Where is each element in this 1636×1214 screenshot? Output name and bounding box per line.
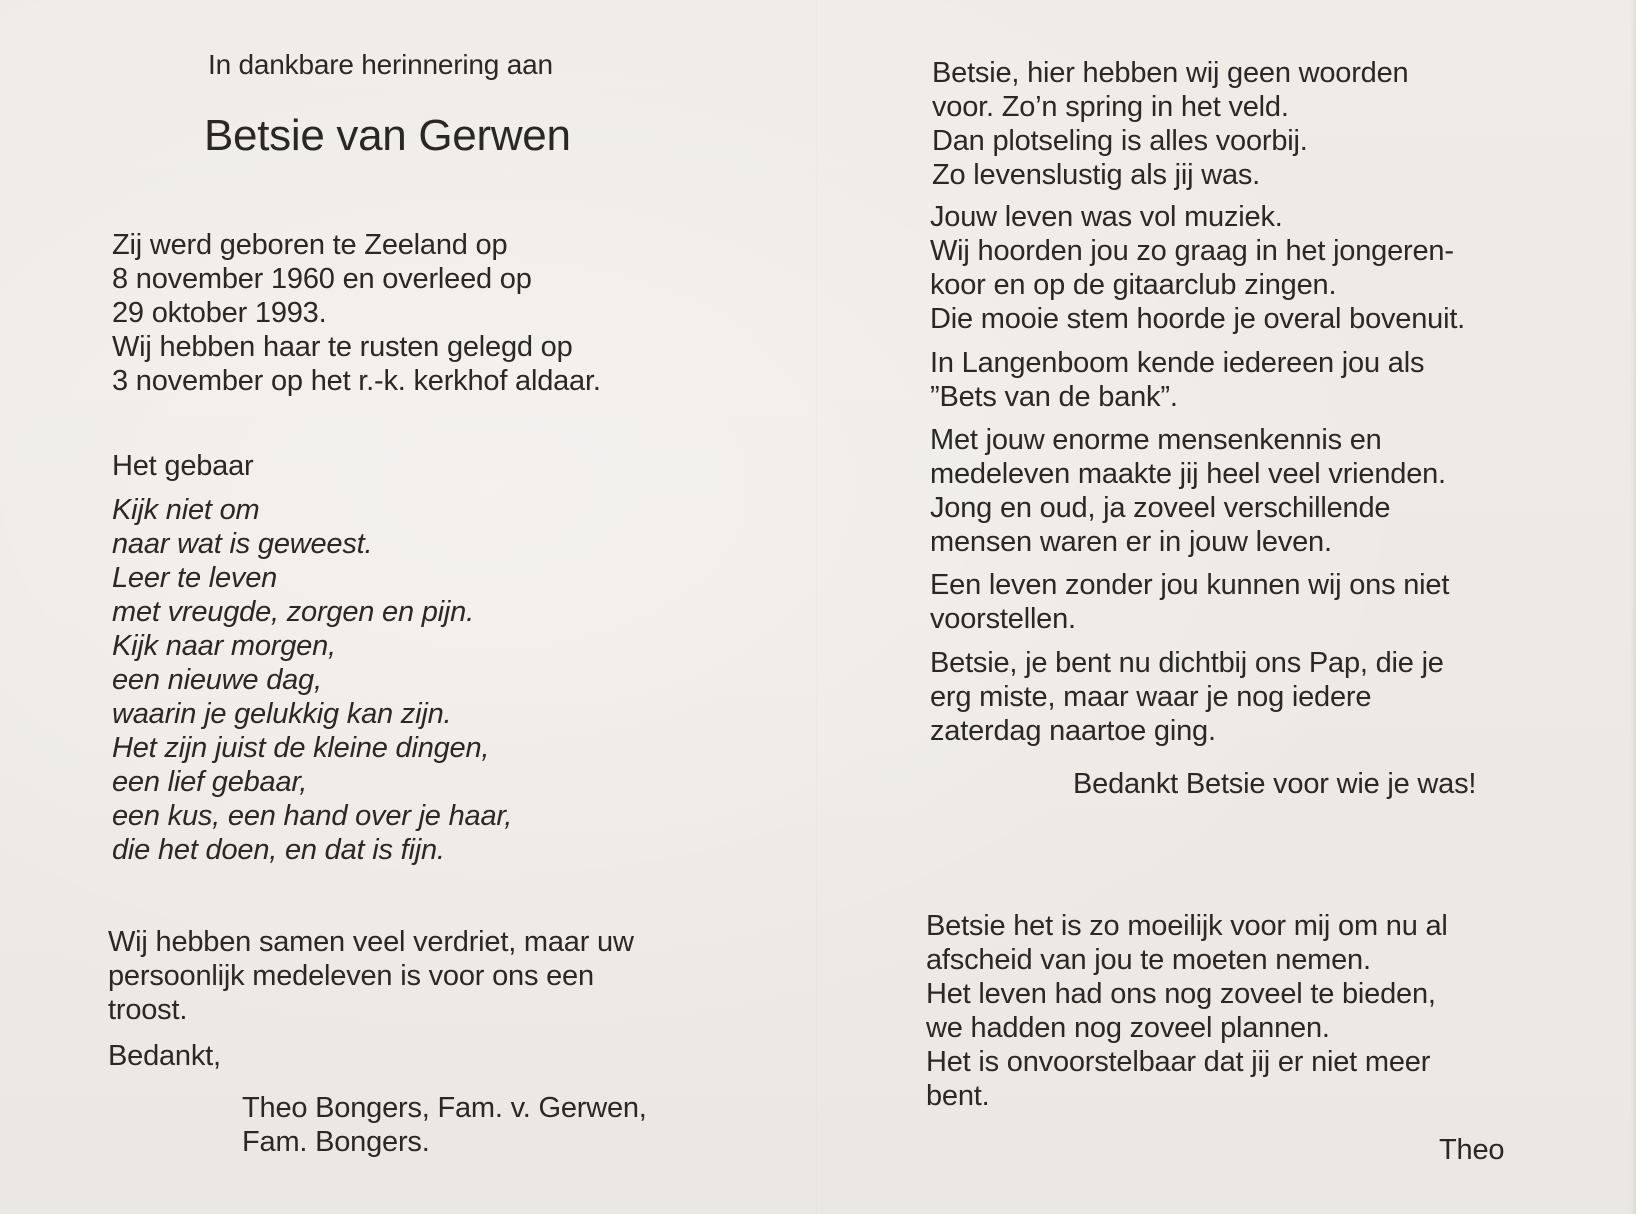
thanks-line: Wij hebben samen veel verdriet, maar uw bbox=[108, 926, 634, 958]
poem-line: naar wat is geweest. bbox=[112, 528, 373, 560]
paragraph-line: Die mooie stem hoorde je overal bovenuit. bbox=[930, 303, 1466, 335]
theo-message bbox=[926, 909, 1448, 1113]
poem-line: Het zijn juist de kleine dingen, bbox=[112, 732, 490, 764]
card-edge-shadow bbox=[1630, 0, 1636, 1214]
message-line: Het leven had ons nog zoveel te bieden, bbox=[926, 978, 1436, 1010]
theo-signature: Theo bbox=[1439, 1134, 1505, 1166]
paragraph-line: In Langenboom kende iedereen jou als bbox=[930, 347, 1425, 379]
signature-line: Theo Bongers, Fam. v. Gerwen, bbox=[242, 1092, 647, 1124]
poem-line: met vreugde, zorgen en pijn. bbox=[112, 596, 474, 628]
paragraph-line: medeleven maakte jij heel veel vrienden. bbox=[930, 458, 1446, 490]
bedankt-line: Bedankt, bbox=[108, 1040, 221, 1072]
poem-line: Leer te leven bbox=[112, 562, 278, 594]
message-line: Het is onvoorstelbaar dat jij er niet meer bbox=[926, 1046, 1431, 1078]
paragraph-line: Betsie, je bent nu dichtbij ons Pap, die je bbox=[930, 647, 1444, 679]
card-fold bbox=[816, 0, 818, 1214]
poem-title: Het gebaar bbox=[112, 450, 254, 482]
poem bbox=[112, 493, 512, 867]
family-thanks bbox=[108, 925, 634, 1027]
poem-line: die het doen, en dat is fijn. bbox=[112, 834, 445, 866]
paragraph-1 bbox=[932, 56, 1408, 192]
paragraph-line: zaterdag naartoe ging. bbox=[930, 715, 1216, 747]
closing-thanks: Bedankt Betsie voor wie je was! bbox=[1073, 768, 1477, 800]
paragraph-4 bbox=[930, 423, 1446, 559]
paragraph-line: Jouw leven was vol muziek. bbox=[930, 201, 1283, 233]
poem-line: Kijk niet om bbox=[112, 494, 260, 526]
paragraph-5 bbox=[930, 568, 1449, 636]
paragraph-line: Een leven zonder jou kunnen wij ons niet bbox=[930, 569, 1450, 601]
biography bbox=[112, 228, 601, 398]
thanks-line: persoonlijk medeleven is voor ons een bbox=[108, 960, 594, 992]
poem-line: Kijk naar morgen, bbox=[112, 630, 336, 662]
paragraph-line: voor. Zo’n spring in het veld. bbox=[932, 91, 1289, 123]
poem-line: een kus, een hand over je haar, bbox=[112, 800, 513, 832]
message-line: afscheid van jou te moeten nemen. bbox=[926, 944, 1371, 976]
message-line: bent. bbox=[926, 1080, 990, 1112]
message-line: we hadden nog zoveel plannen. bbox=[926, 1012, 1330, 1044]
thanks-line: troost. bbox=[108, 994, 188, 1026]
signature-line: Fam. Bongers. bbox=[242, 1126, 430, 1158]
bio-line: 3 november op het r.-k. kerkhof aldaar. bbox=[112, 365, 601, 397]
bio-line: Wij hebben haar te rusten gelegd op bbox=[112, 331, 573, 363]
poem-line: waarin je gelukkig kan zijn. bbox=[112, 698, 452, 730]
paragraph-line: erg miste, maar waar je nog iedere bbox=[930, 681, 1372, 713]
paragraph-line: mensen waren er in jouw leven. bbox=[930, 526, 1332, 558]
poem-line: een nieuwe dag, bbox=[112, 664, 322, 696]
intro-line: In dankbare herinnering aan bbox=[208, 49, 553, 80]
paragraph-line: Wij hoorden jou zo graag in het jongeren- bbox=[930, 235, 1454, 267]
bio-line: Zij werd geboren te Zeeland op bbox=[112, 229, 508, 261]
paragraph-line: Zo levenslustig als jij was. bbox=[932, 159, 1261, 191]
bio-line: 29 oktober 1993. bbox=[112, 297, 327, 329]
paragraph-6 bbox=[930, 646, 1444, 748]
paragraph-2 bbox=[930, 200, 1465, 336]
paragraph-line: Betsie, hier hebben wij geen woorden bbox=[932, 57, 1409, 89]
paragraph-line: voorstellen. bbox=[930, 603, 1076, 635]
family-signature bbox=[242, 1091, 647, 1159]
paragraph-line: Jong en oud, ja zoveel verschillende bbox=[930, 492, 1391, 524]
paragraph-line: Dan plotseling is alles voorbij. bbox=[932, 125, 1308, 157]
bio-line: 8 november 1960 en overleed op bbox=[112, 263, 532, 295]
paragraph-line: koor en op de gitaarclub zingen. bbox=[930, 269, 1337, 301]
paragraph-line: Met jouw enorme mensenkennis en bbox=[930, 424, 1382, 456]
deceased-name: Betsie van Gerwen bbox=[204, 111, 571, 160]
message-line: Betsie het is zo moeilijk voor mij om nu al bbox=[926, 910, 1448, 942]
poem-line: een lief gebaar, bbox=[112, 766, 308, 798]
paragraph-3 bbox=[930, 346, 1424, 414]
paragraph-line: ”Bets van de bank”. bbox=[930, 381, 1178, 413]
